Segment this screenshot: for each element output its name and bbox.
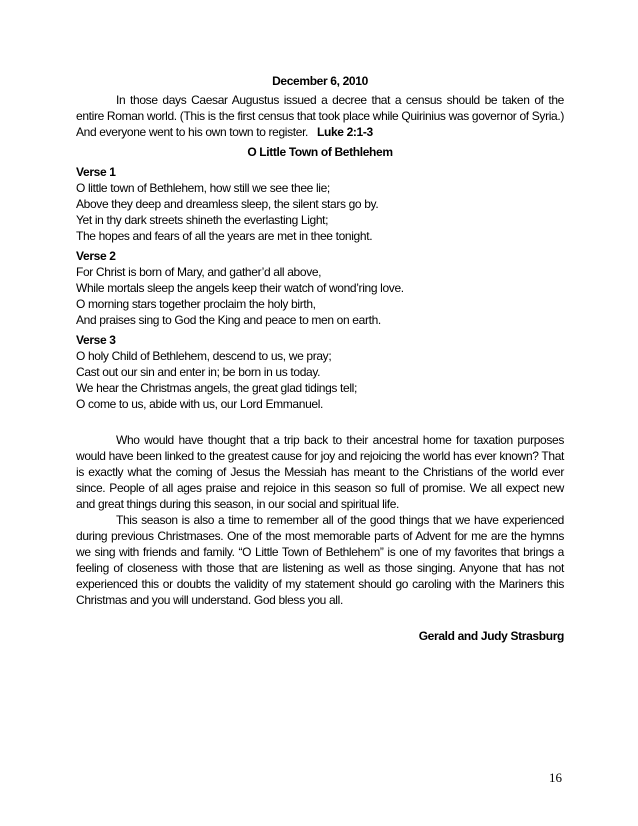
verse-line: While mortals sleep the angels keep their watch of wond’ring love. [76, 281, 404, 295]
verse-3 [76, 332, 564, 412]
date-heading: December 6, 2010 [272, 74, 368, 88]
verse-line: Yet in thy dark streets shineth the everlasting Light; [76, 213, 329, 227]
verse-line: For Christ is born of Mary, and gather’d all above, [76, 265, 322, 279]
verse-line: And praises sing to God the King and peace to men on earth. [76, 313, 381, 327]
verse-line: O little town of Bethlehem, how still we see thee lie; [76, 181, 330, 195]
verse-2 [76, 248, 564, 328]
page-number: 16 [549, 770, 562, 785]
verse-line: O come to us, abide with us, our Lord Emmanuel. [76, 397, 324, 411]
document-page [76, 70, 564, 644]
closing-section [76, 432, 564, 608]
verse-1 [76, 164, 564, 244]
closing-paragraph: This season is also a time to remember all of the good things that we have experienced during previous Christmases. One of the most memorable parts of Advent for me are the hymns we sing with friends and family. “O Little Town of Bethlehem” is one of my favorites that brings a feeling of closeness with those that are listening as well as those singing. Anyone that has not experienced this or doubts the validity of my statement should go caroling with the Mariners this Christmas and you will understand. God bless you all. [76, 513, 564, 607]
closing-paragraph: Who would have thought that a trip back to their ancestral home for taxation purposes would have been linked to the greatest cause for joy and rejoicing the world has ever known? That is exactly what the coming of Jesus the Messiah has meant to the Christians of the world ever since. People of all ages praise and rejoice in this season so full of promise. We all expect new and great things during this season, in our social and spiritual life. [76, 433, 564, 511]
song-title: O Little Town of Bethlehem [247, 145, 393, 159]
signature: Gerald and Judy Strasburg [418, 629, 564, 643]
verse-line: Above they deep and dreamless sleep, the silent stars go by. [76, 197, 379, 211]
scripture-reference: Luke 2:1-3 [317, 125, 373, 139]
verse-heading: Verse 2 [76, 249, 116, 263]
intro-paragraph [76, 92, 564, 140]
verse-line: Cast out our sin and enter in; be born in us today. [76, 365, 321, 379]
verse-line: O morning stars together proclaim the holy birth, [76, 297, 316, 311]
verse-line: We hear the Christmas angels, the great glad tidings tell; [76, 381, 357, 395]
intro-text: In those days Caesar Augustus issued a decree that a census should be taken of the entire Roman world. (This is the first census that took place while Quirinius was governor of Syria.) And everyone went to his own town to register. Luke 2:1-3 [76, 93, 564, 139]
verse-line: The hopes and fears of all the years are met in thee tonight. [76, 229, 373, 243]
verse-line: O holy Child of Bethlehem, descend to us, we pray; [76, 349, 332, 363]
verse-heading: Verse 3 [76, 333, 116, 347]
verse-heading: Verse 1 [76, 165, 116, 179]
